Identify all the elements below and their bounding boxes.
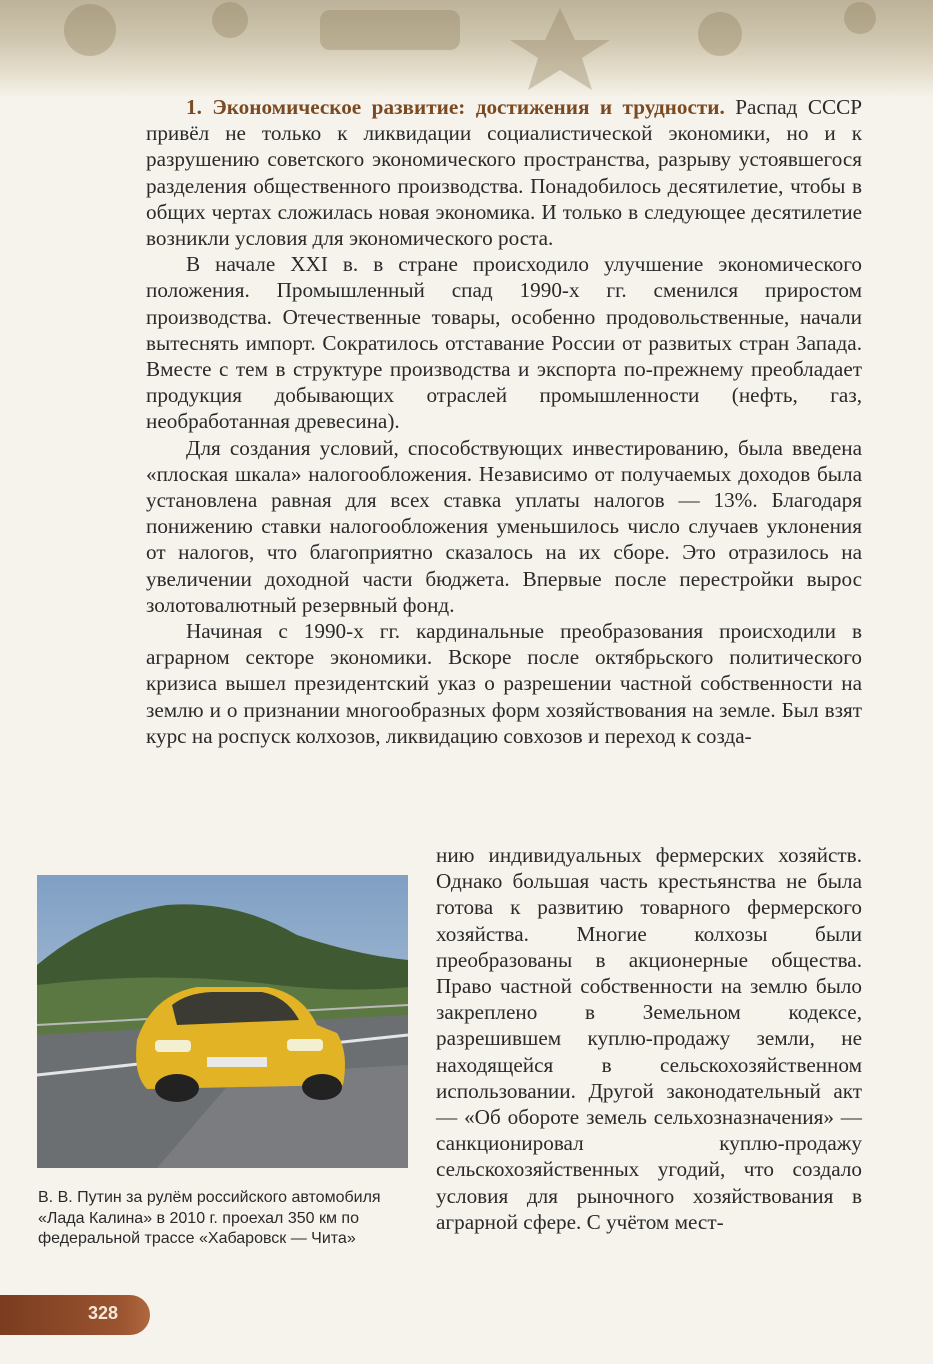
photo-caption: В. В. Путин за рулём российского автомобиля «Лада Калина» в 2010 г. проехал 350 км по федеральной трассе «Хабаровск — Чита» [38,1189,381,1247]
paragraph-1 [146,94,862,251]
page-number-tab [0,1295,150,1335]
ornament-icon [0,0,933,98]
paragraph-text: Распад СССР привёл не только к ликвидации социалистической экономики, но и к разрушению советского экономического пространства, разрыву устоявшегося разделения общественного производства. Понадобилось десятилетие, чтобы в общих чертах сложилась новая экономика. И только в следующее десятилетие возникли условия для экономического роста. [146,95,863,251]
main-text-block [146,94,862,749]
page-number: 328 [88,1303,119,1323]
paragraph-3: Для создания условий, способствующих инвестированию, была введена «плоская шкала» налогообложения. Независимо от получаемых доходов была установлена равная для всех ставка уплаты налогов — 13%. Благодаря понижению ставки налогообложения уменьшилось число случаев уклонения от налогов, что благоприятно сказалось на их сборе. Это отразилось на увеличении доходной части бюджета. Впервые после перестройки вырос золотовалютный резервный фонд. [146,435,862,617]
decorative-banner [0,0,933,98]
wrapped-text-block [436,842,862,1235]
photo-illustration [37,875,408,1168]
paragraph-4: Начиная с 1990-х гг. кардинальные преобразования происходили в аграрном секторе экономики. Вскоре после октябрьского политического кризиса вышел президентский указ о разрешении частной собственности на землю и о признании многообразных форм хозяйствования на земле. Был взят курс на роспуск колхозов, ликвидацию совхозов и переход к созда- [146,619,862,748]
paragraph-wrap: нию индивидуальных фермерских хозяйств. Однако большая часть крестьянства не была готова к развитию товарного фермерского хозяйства. Многие колхозы были преобразованы в акционерные общества. Право частной собственности на землю было закреплено в Земельном кодексе, разрешившем куплю-продажу земли, не находящейся в сельскохозяйственном использовании. Другой законодательный акт — «Об обороте земель сельхозназначения» — санкционировал куплю-продажу сельскохозяйственных угодий, что создало условия для рыночного хозяйствования в аграрной сфере. С учётом мест- [436,843,862,1234]
car-photo [37,875,408,1168]
section-heading: 1. Экономическое развитие: достижения и трудности. [186,95,725,119]
paragraph-2: В начале XXI в. в стране происходило улучшение экономического положения. Промышленный спад 1990-х гг. сменился приростом производства. Отечественные товары, особенно продовольственные, начали вытеснять импорт. Сократилось отставание России от развитых стран Запада. Вместе с тем в структуре производства и экспорта по-прежнему преобладает продукция добывающих отраслей промышленности (нефть, газ, необработанная древесина). [146,252,862,434]
